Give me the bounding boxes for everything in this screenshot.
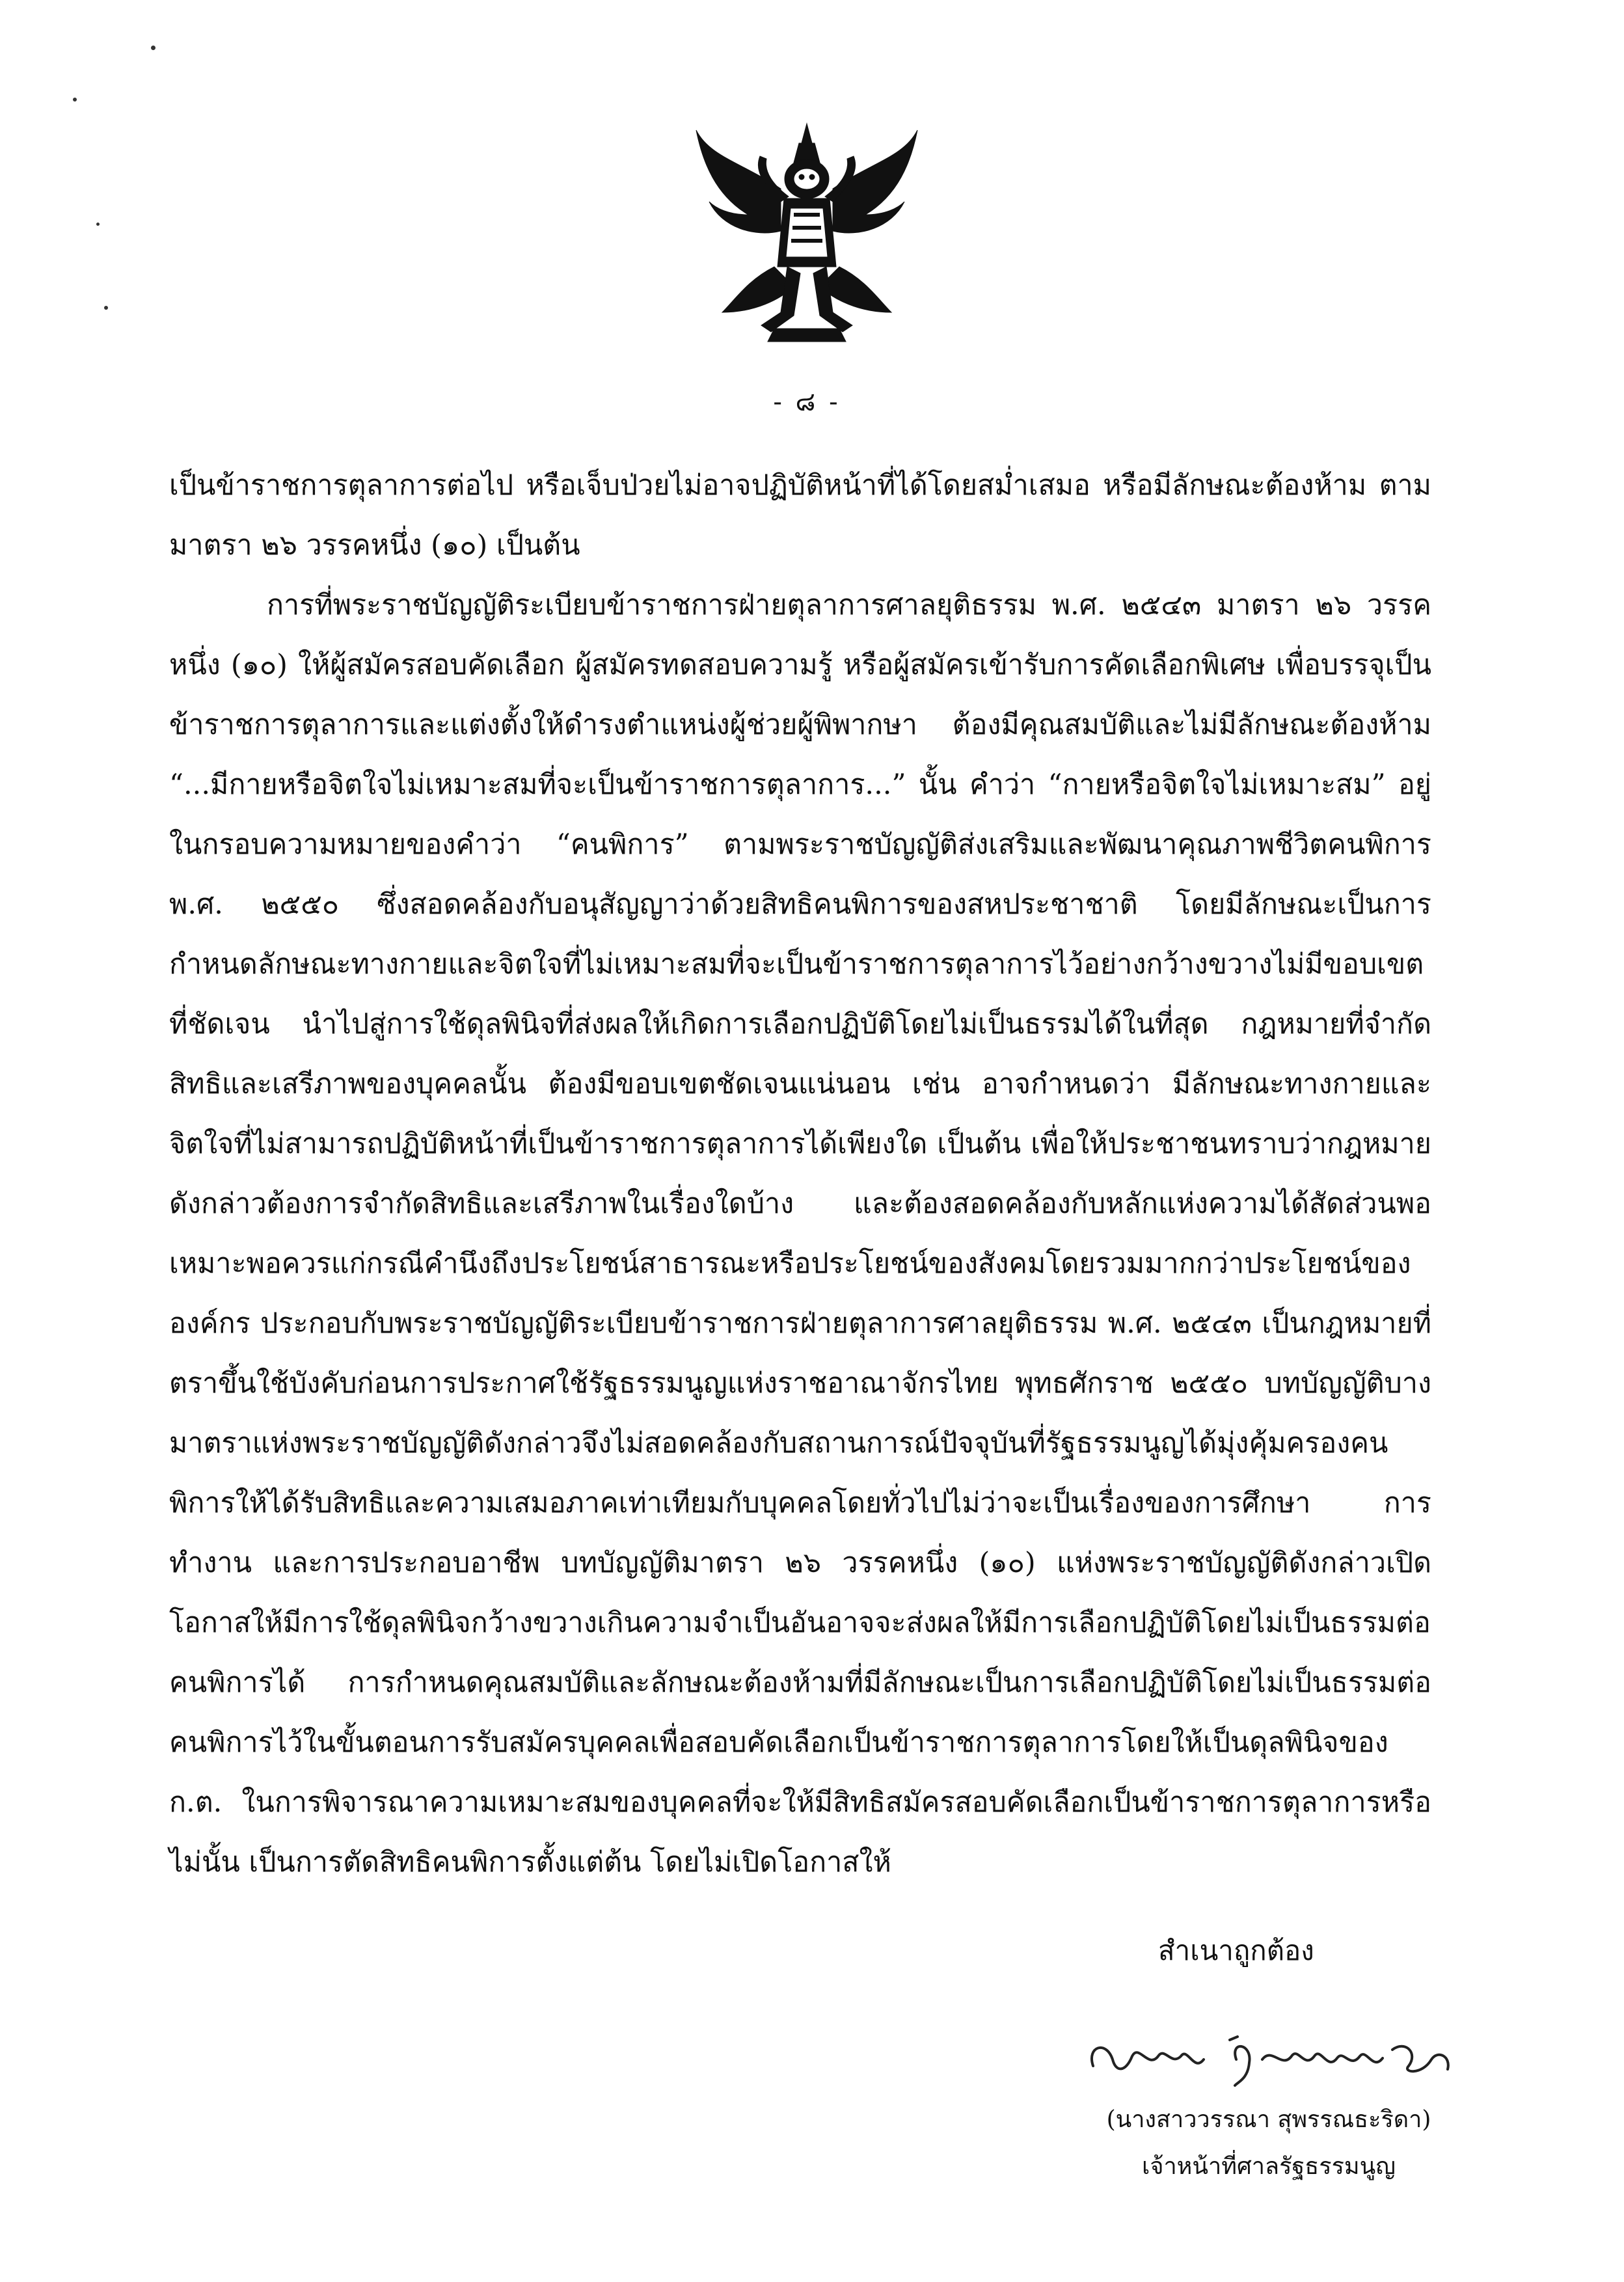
scan-speck bbox=[104, 306, 108, 310]
scan-speck bbox=[151, 46, 156, 50]
garuda-emblem-icon bbox=[683, 117, 930, 351]
scan-speck bbox=[73, 98, 77, 102]
scan-speck bbox=[96, 223, 100, 226]
signer-name: (นางสาววรรณา สุพรรณธะริดา) bbox=[1106, 2106, 1431, 2133]
paragraph-continuation: เป็นข้าราชการตุลาการต่อไป หรือเจ็บป่วยไม่อาจปฏิบัติหน้าที่ได้โดยสม่ำเสมอ หรือมีลักษณะต้องห้าม ตามมาตรา ๒๖ วรรคหนึ่ง (๑๐) เป็นต้น bbox=[169, 469, 1431, 562]
page-number: - ๘ - bbox=[773, 387, 841, 417]
certified-copy-note: สำเนาถูกต้อง bbox=[1158, 1935, 1314, 1966]
handwritten-signature bbox=[1067, 2020, 1470, 2092]
paragraph-main: การที่พระราชบัญญัติระเบียบข้าราชการฝ่ายตุลาการศาลยุติธรรม พ.ศ. ๒๕๔๓ มาตรา ๒๖ วรรคหนึ่ง (๑๐) ให้ผู้สมัครสอบคัดเลือก ผู้สมัครทดสอบความรู้ หรือผู้สมัครเข้ารับการคัดเลือกพิเศษ เพื่อบรรจุเป็นข้าราชการตุลาการและแต่งตั้งให้ดำรงตำแหน่งผู้ช่วยผู้พิพากษา ต้องมีคุณสมบัติและไม่มีลักษณะต้องห้าม “...มีกายหรือจิตใจไม่เหมาะสมที่จะเป็นข้าราชการตุลาการ...” นั้น คำว่า “กายหรือจิตใจไม่เหมาะสม” อยู่ในกรอบความหมายของคำว่า “คนพิการ” ตามพระราชบัญญัติส่งเสริมและพัฒนาคุณภาพชีวิตคนพิการ พ.ศ. ๒๕๕๐ ซึ่งสอดคล้องกับอนุสัญญาว่าด้วยสิทธิคนพิการของสหประชาชาติ โดยมีลักษณะเป็นการกำหนดลักษณะทางกายและจิตใจที่ไม่เหมาะสมที่จะเป็นข้าราชการตุลาการไว้อย่างกว้างขวางไม่มีขอบเขตที่ชัดเจน นำไปสู่การใช้ดุลพินิจที่ส่งผลให้เกิดการเลือกปฏิบัติโดยไม่เป็นธรรมได้ในที่สุด กฎหมายที่จำกัดสิทธิและเสรีภาพของบุคคลนั้น ต้องมีขอบเขตชัดเจนแน่นอน เช่น อาจกำหนดว่า มีลักษณะทางกายและจิตใจที่ไม่สามารถปฏิบัติหน้าที่เป็นข้าราชการตุลาการได้เพียงใด เป็นต้น เพื่อให้ประชาชนทราบว่ากฎหมายดังกล่าวต้องการจำกัดสิทธิและเสรีภาพในเรื่องใดบ้าง และต้องสอดคล้องกับหลักแห่งความได้สัดส่วนพอเหมาะพอควรแก่กรณีคำนึงถึงประโยชน์สาธารณะหรือประโยชน์ของสังคมโดยรวมมากกว่าประโยชน์ขององค์กร ประกอบกับพระราชบัญญัติระเบียบข้าราชการฝ่ายตุลาการศาลยุติธรรม พ.ศ. ๒๕๔๓ เป็นกฎหมายที่ตราขึ้นใช้บังคับก่อนการประกาศใช้รัฐธรรมนูญแห่งราชอาณาจักรไทย พุทธศักราช ๒๕๕๐ บทบัญญัติบางมาตราแห่งพระราชบัญญัติดังกล่าวจึงไม่สอดคล้องกับสถานการณ์ปัจจุบันที่รัฐธรรมนูญได้มุ่งคุ้มครองคนพิการให้ได้รับสิทธิและความเสมอภาคเท่าเทียมกับบุคคลโดยทั่วไปไม่ว่าจะเป็นเรื่องของการศึกษา การทำงาน และการประกอบอาชีพ บทบัญญัติมาตรา ๒๖ วรรคหนึ่ง (๑๐) แห่งพระราชบัญญัติดังกล่าวเปิดโอกาสให้มีการใช้ดุลพินิจกว้างขวางเกินความจำเป็นอันอาจจะส่งผลให้มีการเลือกปฏิบัติโดยไม่เป็นธรรมต่อคนพิการได้ การกำหนดคุณสมบัติและลักษณะต้องห้ามที่มีลักษณะเป็นการเลือกปฏิบัติโดยไม่เป็นธรรมต่อคนพิการไว้ในขั้นตอนการรับสมัครบุคคลเพื่อสอบคัดเลือกเป็นข้าราชการตุลาการโดยให้เป็นดุลพินิจของ ก.ต. ในการพิจารณาความเหมาะสมของบุคคลที่จะให้มีสิทธิสมัครสอบคัดเลือกเป็นข้าราชการตุลาการหรือไม่นั้น เป็นการตัดสิทธิคนพิการตั้งแต่ต้น โดยไม่เปิดโอกาสให้ bbox=[169, 589, 1431, 1879]
signer-title: เจ้าหน้าที่ศาลรัฐธรรมนูญ bbox=[1142, 2153, 1396, 2180]
document-body bbox=[169, 455, 1431, 1892]
